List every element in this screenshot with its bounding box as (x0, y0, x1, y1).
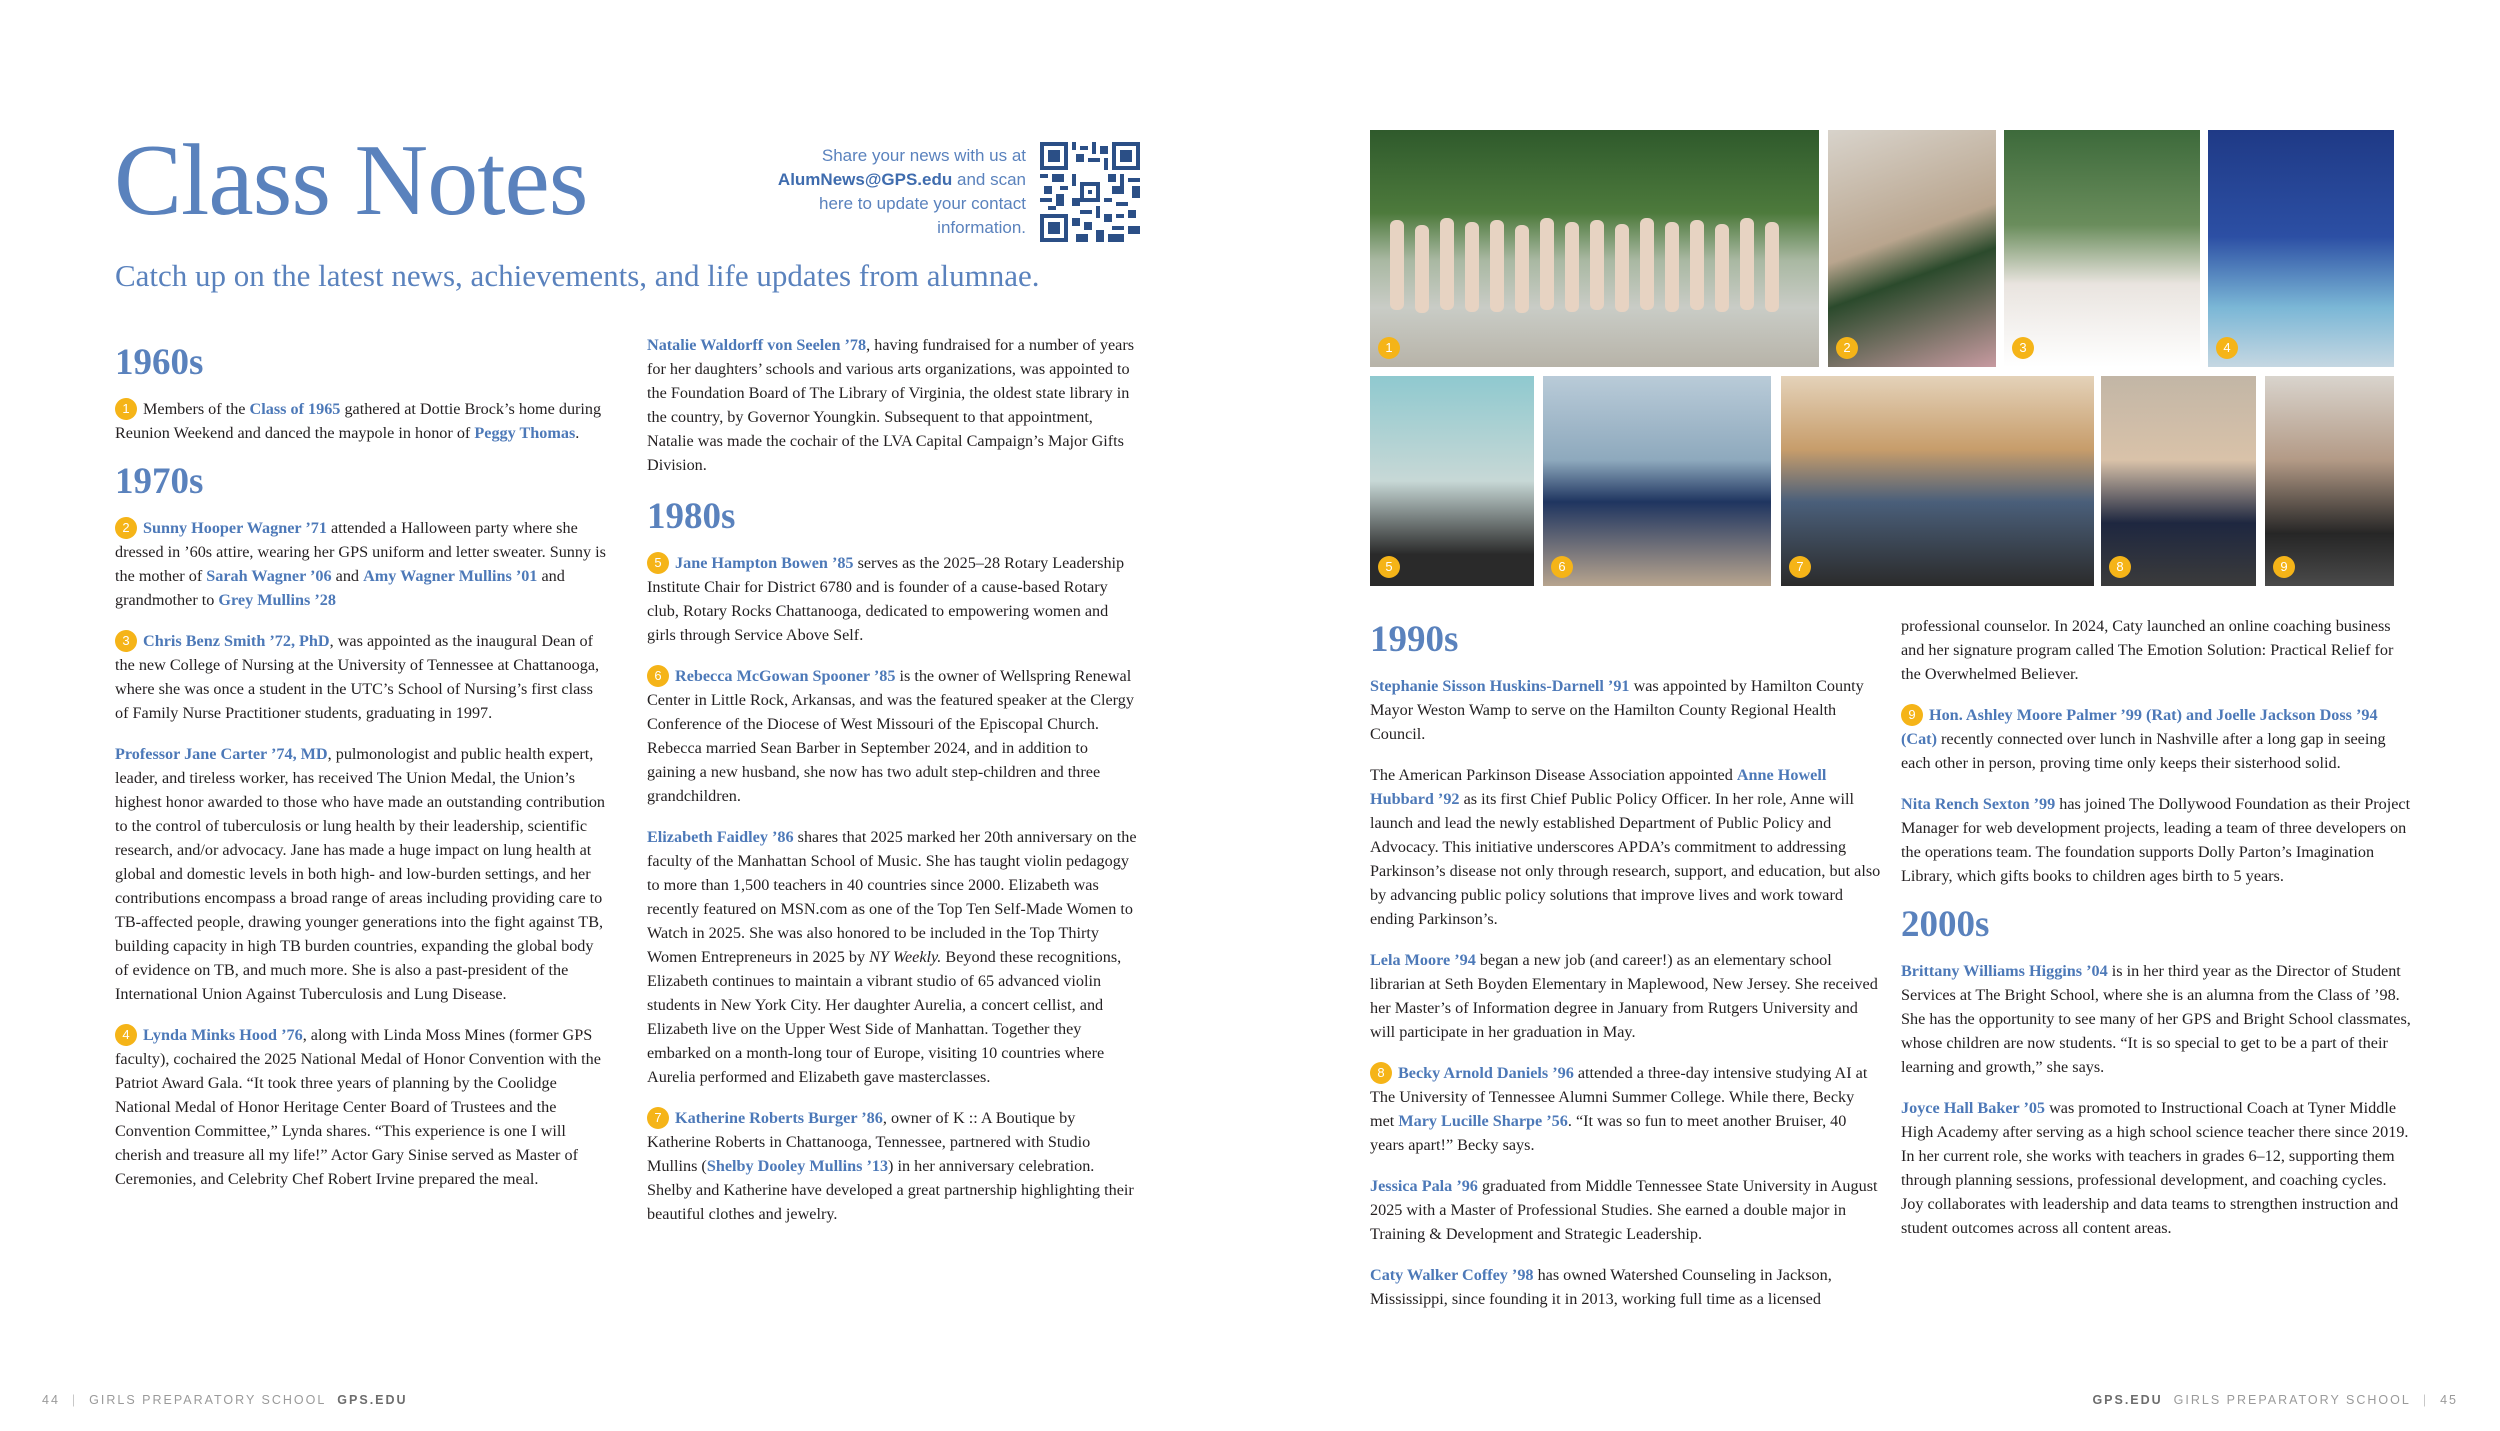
page-title: Class Notes (114, 124, 588, 237)
photo-jane-hampton-bowen (1370, 376, 1534, 586)
note-becky-arnold-daniels: 8 Becky Arnold Daniels ’96 attended a three-day intensive studying AI at The University of Tennessee Alumni Summer College. While there, Becky met Mary Lucille Sharpe ’56. “It was so fun to meet another Bruiser, 40 years apart!” Becky says. (1370, 1064, 1868, 1154)
photo-badge: 7 (647, 1107, 669, 1129)
alumna-name: Rebecca McGowan Spooner ’85 (675, 667, 896, 685)
note-caty-walker-coffey-continued (1901, 614, 2413, 686)
note-caty-walker-coffey: Caty Walker Coffey ’98 has owned Watershed Counseling in Jackson, Mississippi, since founding it in 2013, working full time as a licensed (1370, 1266, 1832, 1308)
alumna-name: Jane Hampton Bowen ’85 (675, 554, 854, 572)
photo-chris-benz-smith (2004, 130, 2200, 367)
photo-badge: 1 (115, 398, 137, 420)
qr-code-icon[interactable] (1040, 142, 1140, 242)
note-anne-howell-hubbard: The American Parkinson Disease Association appointed Anne Howell Hubbard ’92 as its first Chief Public Policy Officer. In her role, Anne will launch and lead the newly established Department of Public Policy and Advocacy. This initiative underscores APDA’s commitment to addressing Parkinson’s disease not only through research, support, and education, but also by advancing public policy solutions that improve lives and work toward ending Parkinson’s. (1370, 766, 1881, 928)
alumna-name: Becky Arnold Daniels ’96 (1398, 1064, 1574, 1082)
alumna-name: Joyce Hall Baker ’05 (1901, 1099, 2046, 1117)
note-stephanie-sisson-huskins-darnell: Stephanie Sisson Huskins-Darnell ’91 was appointed by Hamilton County Mayor Weston Wamp to serve on the Hamilton County Regional Health Council. (1370, 677, 1864, 743)
alumna-name: Class of 1965 (249, 400, 341, 418)
alumna-name: Amy Wagner Mullins ’01 (363, 567, 538, 585)
note-jane-hampton-bowen: 5 Jane Hampton Bowen ’85 serves as the 2025–28 Rotary Leadership Institute Chair for District 6780 and is founder of a cause-based Rotary club, Rotary Rocks Chattanooga, dedicated to empowering women and girls through Service Above Self. (647, 554, 1125, 644)
alumna-name: Elizabeth Faidley ’86 (647, 828, 794, 846)
photo-badge: 3 (2012, 337, 2034, 359)
section-heading-1990s: 1990s (1370, 619, 1459, 660)
note-elizabeth-faidley: Elizabeth Faidley ’86 shares that 2025 marked her 20th anniversary on the faculty of the Manhattan School of Music. She has taught violin pedagogy to more than 1,500 teachers in 40 countries since 2000. Elizabeth was recently featured on MSN.com as one of the Top Ten Self-Made Women to Watch in 2025. She was also honored to be included in the Top Thirty Women Entrepreneurs in 2025 by NY Weekly. Beyond these recognitions, Elizabeth continues to maintain a vibrant studio of 65 advanced violin students in New York City. Her daughter Aurelia, a concert cellist, and Elizabeth live on the Upper West Side of Manhattan. Together they embarked on a month-long tour of Europe, visiting 10 countries where Aurelia performed and Elizabeth gave masterclasses. (647, 828, 1137, 1086)
photo-katherine-roberts-burger (1781, 376, 2094, 586)
note-chris-benz-smith: 3 Chris Benz Smith ’72, PhD, was appointed as the inaugural Dean of the new College of Nursing at the University of Tennessee at Chattanooga, where she was once a student in the UTC’s School of Nursing’s first class of Family Nurse Practitioner students, graduating in 1997. (115, 632, 600, 722)
alumna-name: Hon. Ashley Moore Palmer ’99 (Rat) and Joelle Jackson Doss ’94 (Cat) (1901, 706, 2378, 748)
note-natalie-waldorff-von-seelen: Natalie Waldorff von Seelen ’78, having fundraised for a number of years for her daughters’ schools and various arts organizations, was appointed to the Foundation Board of The Library of Virginia, the oldest state library in the country, by Governor Youngkin. Subsequent to that appointment, Natalie was made the cochair of the LVA Capital Campaign’s Major Gifts Division. (647, 336, 1135, 474)
section-heading-1960s: 1960s (115, 342, 204, 383)
column-1 (115, 335, 606, 1208)
alumna-name: Sunny Hooper Wagner ’71 (143, 519, 327, 537)
photo-badge: 6 (647, 665, 669, 687)
alumna-name: Chris Benz Smith ’72, PhD (143, 632, 330, 650)
alumna-name: Professor Jane Carter ’74, MD (115, 745, 328, 763)
alumna-name: Lynda Minks Hood ’76 (143, 1026, 303, 1044)
photo-badge: 8 (1370, 1062, 1392, 1084)
alumna-name: Caty Walker Coffey ’98 (1370, 1266, 1534, 1284)
school-name: GIRLS PREPARATORY SCHOOL (2173, 1393, 2411, 1407)
column-2 (647, 333, 1140, 1243)
section-heading-1980s: 1980s (647, 496, 736, 537)
photo-badge: 7 (1789, 556, 1811, 578)
photo-sunny-hooper-wagner (1828, 130, 1996, 367)
footer-right: GPS.EDU GIRLS PREPARATORY SCHOOL | 45 (2092, 1393, 2458, 1407)
note-jessica-pala: Jessica Pala ’96 graduated from Middle Tennessee State University in August 2025 with a Master of Professional Studies. She earned a double major in Training & Development and Strategic Leadership. (1370, 1177, 1878, 1243)
photo-badge: 4 (115, 1024, 137, 1046)
alumna-name: Brittany Williams Higgins ’04 (1901, 962, 2108, 980)
section-heading-2000s: 2000s (1901, 904, 1990, 945)
photo-badge: 9 (1901, 704, 1923, 726)
note-jane-carter: Professor Jane Carter ’74, MD, pulmonologist and public health expert, leader, and tireless worker, has received The Union Medal, the Union’s highest honor awarded to those who have made an outstanding contribution to the control of tuberculosis or lung health by their leadership, scientific research, and/or advocacy. Jane has made a huge impact on lung health at global and domestic levels in both high- and low-burden settings, and her contributions encompass a broad range of areas including providing care to TB-affected people, drawing younger generations into the fight against TB, building capacity in high TB burden countries, expanding the global body of evidence on TB, and much more. She is also a past-president of the International Union Against Tuberculosis and Lung Disease. (115, 745, 606, 1003)
note-brittany-williams-higgins: Brittany Williams Higgins ’04 is in her third year as the Director of Student Services at The Bright School, where she is an alumna from the Class of ’98. She has the opportunity to see many of her GPS and Bright School classmates, whose children are now students. “It is so special to get to be a part of their learning and growth,” she says. (1901, 962, 2411, 1076)
alumna-name: Sarah Wagner ’06 (206, 567, 332, 585)
page-subtitle: Catch up on the latest news, achievements, and life updates from alumnae. (115, 258, 1040, 293)
alumna-name: Jessica Pala ’96 (1370, 1177, 1478, 1195)
alumna-name: Mary Lucille Sharpe ’56 (1398, 1112, 1568, 1130)
column-3 (1370, 612, 1882, 1328)
photo-badge: 4 (2216, 337, 2238, 359)
page-number: 45 (2440, 1393, 2458, 1407)
school-name: GIRLS PREPARATORY SCHOOL (89, 1393, 327, 1407)
column-4 (1901, 614, 2413, 1257)
note-sunny-hooper-wagner: 2 Sunny Hooper Wagner ’71 attended a Halloween party where she dressed in ’60s attire, wearing her GPS uniform and letter sweater. Sunny is the mother of Sarah Wagner ’06 and Amy Wagner Mullins ’01 and grandmother to Grey Mullins ’28 (115, 519, 606, 609)
note-class-of-1965: 1 Members of the Class of 1965 gathered at Dottie Brock’s home during Reunion Weekend and danced the maypole in honor of Peggy Thomas. (115, 400, 602, 442)
alumna-name: Grey Mullins ’28 (218, 591, 336, 609)
note-nita-rench-sexton: Nita Rench Sexton ’99 has joined The Dollywood Foundation as their Project Manager for web development projects, leading a team of three developers on the operations team. The foundation supports Dolly Parton’s Imagination Library, which gifts books to children ages birth to 5 years. (1901, 795, 2411, 885)
alumna-name: Peggy Thomas (474, 424, 576, 442)
photo-badge: 5 (647, 552, 669, 574)
note-ashley-moore-palmer: 9 Hon. Ashley Moore Palmer ’99 (Rat) and Joelle Jackson Doss ’94 (Cat) recently connected over lunch in Nashville after a long gap in seeing each other in person, proving time only keeps their sisterhood solid. (1901, 706, 2386, 772)
note-joyce-hall-baker: Joyce Hall Baker ’05 was promoted to Instructional Coach at Tyner Middle High Academy after serving as a high school science teacher there since 2019. In her current role, she works with teachers in grades 6–12, supporting them through planning sessions, professional development, and coaching cycles. Joy collaborates with leadership and data teams to strengthen instruction and student outcomes across all content areas. (1901, 1099, 2409, 1237)
note-katherine-roberts-burger: 7 Katherine Roberts Burger ’86, owner of K :: A Boutique by Katherine Roberts in Chattanooga, Tennessee, partnered with Studio Mullins (Shelby Dooley Mullins ’13) in her anniversary celebration. Shelby and Katherine have developed a great partnership highlighting their beautiful clothes and jewelry. (647, 1109, 1134, 1223)
photo-badge: 8 (2109, 556, 2131, 578)
photo-lynda-minks-hood (2208, 130, 2394, 367)
note-lela-moore: Lela Moore ’94 began a new job (and career!) as an elementary school librarian at Seth Boyden Elementary in Maplewood, New Jersey. She received her Master’s of Information degree in January from Rutgers University and will participate in her graduation in May. (1370, 951, 1878, 1041)
alumna-name: Katherine Roberts Burger ’86 (675, 1109, 883, 1127)
continued-text: professional counselor. In 2024, Caty launched an online coaching business and her signature program called The Emotion Solution: Practical Relief for the Overwhelmed Believer. (1901, 617, 2394, 683)
photo-rebecca-mcgowan-spooner (1543, 376, 1771, 586)
photo-badge: 3 (115, 630, 137, 652)
page-number: 44 (42, 1393, 60, 1407)
photo-badge: 1 (1378, 337, 1400, 359)
photo-class-of-1965-reunion (1370, 130, 1819, 367)
photo-badge: 6 (1551, 556, 1573, 578)
school-website: GPS.EDU (337, 1393, 408, 1407)
note-lynda-minks-hood: 4 Lynda Minks Hood ’76, along with Linda Moss Mines (former GPS faculty), cochaired the 2025 National Medal of Honor Convention with the Patriot Award Gala. “It took three years of planning by the Coolidge National Medal of Honor Heritage Center Board of Trustees and the Convention Committee,” Lynda shares. “This experience is one I will cherish and treasure all my life!” Actor Gary Sinise served as Master of Ceremonies, and Celebrity Chef Robert Irvine prepared the meal. (115, 1026, 601, 1188)
photo-ashley-moore-palmer (2265, 376, 2394, 586)
alumna-name: Lela Moore ’94 (1370, 951, 1476, 969)
photo-badge: 2 (115, 517, 137, 539)
alumna-name: Anne Howell Hubbard ’92 (1370, 766, 1827, 808)
alumna-name: Natalie Waldorff von Seelen ’78 (647, 336, 867, 354)
share-news-text: Share your news with us at AlumNews@GPS.edu and scan here to update your contact information. (777, 146, 1026, 237)
alumna-name: Stephanie Sisson Huskins-Darnell ’91 (1370, 677, 1630, 695)
note-rebecca-mcgowan-spooner: 6 Rebecca McGowan Spooner ’85 is the owner of Wellspring Renewal Center in Little Rock, Arkansas, and was the featured speaker at the Clergy Conference of the Diocese of West Missouri of the Episcopal Church. Rebecca married Sean Barber in September 2024, and in addition to gaining a new husband, she now has two adult step-children and three grandchildren. (647, 667, 1134, 805)
alum-news-email-link[interactable]: AlumNews@GPS.edu (777, 170, 953, 189)
photo-becky-arnold-daniels (2101, 376, 2256, 586)
photo-badge: 9 (2273, 556, 2295, 578)
alumna-name: Shelby Dooley Mullins ’13 (706, 1157, 889, 1175)
school-website: GPS.EDU (2092, 1393, 2163, 1407)
photo-badge: 5 (1378, 556, 1400, 578)
photo-badge: 2 (1836, 337, 1858, 359)
footer-left: 44 | GIRLS PREPARATORY SCHOOL GPS.EDU (42, 1393, 408, 1407)
alumna-name: Nita Rench Sexton ’99 (1901, 795, 2056, 813)
section-heading-1970s: 1970s (115, 461, 204, 502)
